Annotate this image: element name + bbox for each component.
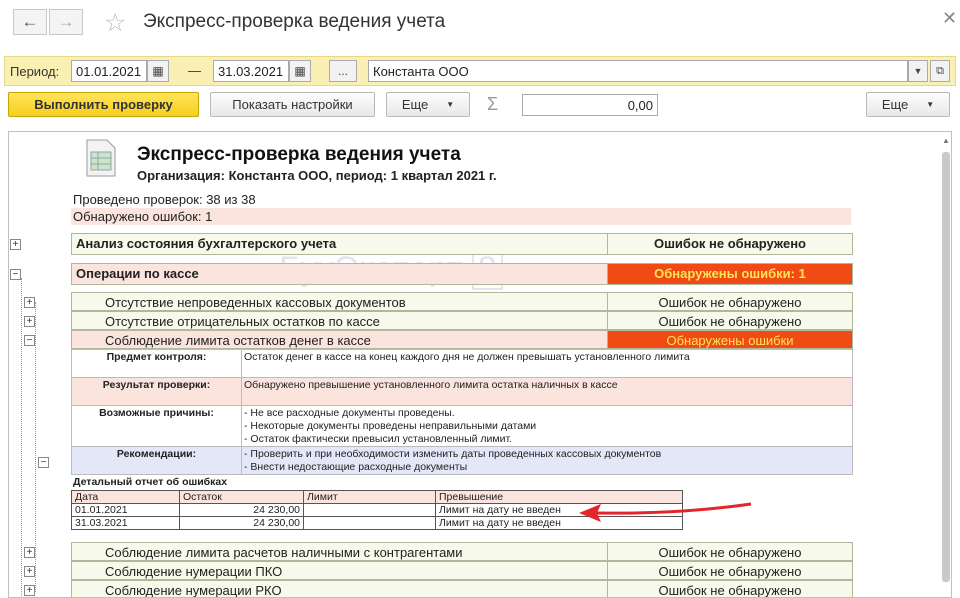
period-label: Период: — [10, 64, 60, 79]
check-status: Ошибок не обнаружено — [658, 295, 802, 310]
collapse-icon[interactable]: − — [24, 335, 35, 346]
calendar-icon[interactable]: ▦ — [289, 60, 311, 82]
close-icon[interactable]: ✕ — [942, 8, 958, 28]
expand-icon[interactable]: + — [24, 547, 35, 558]
section-status: Ошибок не обнаружено — [653, 236, 806, 251]
period-bar — [4, 56, 956, 86]
check-row — [71, 292, 853, 311]
error-table-caption: Детальный отчет об ошибках — [73, 476, 228, 488]
report-title: Экспресс-проверка ведения учета — [137, 144, 461, 165]
expand-icon[interactable]: + — [24, 297, 35, 308]
check-row — [71, 580, 853, 598]
tree-line — [21, 278, 22, 596]
more-button[interactable] — [386, 92, 470, 117]
forward-arrow-icon[interactable]: → — [49, 9, 83, 35]
section-name: Операции по кассе — [72, 264, 608, 284]
expand-icon[interactable]: + — [24, 566, 35, 577]
checks-count: Проведено проверок: 38 из 38 — [73, 192, 256, 207]
detail-recommendations: Рекомендации: - Проверить и при необходимости изменить даты проведенных кассовых документов - Внести недостающие расходные документы — [71, 446, 853, 475]
report-subtitle: Организация: Константа ООО, период: 1 квартал 2021 г. — [137, 168, 497, 183]
tree-line — [35, 302, 36, 592]
section-name: Анализ состояния бухгалтерского учета — [72, 234, 608, 254]
check-name: Соблюдение лимита остатков денег в кассе — [72, 331, 608, 348]
date-from-field[interactable]: 01.01.2021 — [71, 60, 147, 82]
check-row — [71, 311, 853, 330]
chevron-down-icon: ▼ — [446, 100, 455, 109]
expand-icon[interactable]: + — [24, 316, 35, 327]
check-row — [71, 561, 853, 580]
more-button-right[interactable] — [866, 92, 950, 117]
more-label: Еще — [401, 97, 429, 112]
sigma-icon[interactable]: Σ — [487, 94, 499, 114]
table-row: 01.01.2021 24 230,00 Лимит на дату не введен — [72, 504, 683, 517]
check-name: Соблюдение нумерации ПКО — [72, 562, 608, 579]
scroll-up-icon[interactable]: ▲ — [942, 136, 950, 145]
scrollbar-thumb[interactable] — [942, 152, 950, 582]
run-check-button[interactable]: Выполнить проверку — [8, 92, 199, 117]
window-title: Экспресс-проверка ведения учета — [143, 11, 446, 32]
check-name: Соблюдение нумерации РКО — [72, 581, 608, 598]
check-row — [71, 330, 853, 349]
period-select-button[interactable]: ... — [329, 60, 357, 82]
toolbar — [0, 92, 960, 122]
check-name: Отсутствие непроведенных кассовых документов — [72, 293, 608, 310]
col-header: Лимит — [304, 491, 436, 504]
expand-icon[interactable]: + — [10, 239, 21, 250]
check-status: Ошибок не обнаружено — [658, 583, 802, 598]
col-header: Остаток — [180, 491, 304, 504]
check-status: Ошибок не обнаружено — [658, 314, 802, 329]
collapse-icon[interactable]: − — [10, 269, 21, 280]
dropdown-icon[interactable]: ▼ — [908, 60, 928, 82]
col-header: Дата — [72, 491, 180, 504]
errors-count: Обнаружено ошибок: 1 — [71, 208, 851, 225]
check-name: Соблюдение лимита расчетов наличными с контрагентами — [72, 543, 608, 560]
organization-field[interactable]: Константа ООО — [368, 60, 908, 82]
report-area[interactable] — [8, 131, 952, 598]
check-name: Отсутствие отрицательных остатков по кассе — [72, 312, 608, 329]
show-settings-button[interactable]: Показать настройки — [210, 92, 375, 117]
section-error-status: Обнаружены ошибки: 1 — [608, 264, 852, 284]
col-header: Превышение — [436, 491, 683, 504]
favorite-star-icon[interactable]: ☆ — [104, 9, 127, 37]
chevron-down-icon: ▼ — [926, 100, 935, 109]
detail-subject: Предмет контроля: Остаток денег в кассе на конец каждого дня не должен превышать установленного лимита — [71, 349, 853, 378]
sum-field: 0,00 — [522, 94, 658, 116]
table-row: 31.03.2021 24 230,00 Лимит на дату не введен — [72, 517, 683, 530]
collapse-icon[interactable]: − — [38, 457, 49, 468]
open-icon[interactable]: ⧉ — [930, 60, 950, 82]
check-row — [71, 542, 853, 561]
date-to-field[interactable]: 31.03.2021 — [213, 60, 289, 82]
more-label: Еще — [881, 97, 909, 112]
check-status: Ошибок не обнаружено — [658, 564, 802, 579]
section-row — [71, 263, 853, 285]
back-arrow-icon[interactable]: ← — [13, 9, 47, 35]
check-error-status: Обнаружены ошибки — [608, 331, 852, 348]
check-status: Ошибок не обнаружено — [658, 545, 802, 560]
section-row — [71, 233, 853, 255]
title-bar — [0, 0, 960, 46]
report-document-icon — [85, 138, 117, 178]
expand-icon[interactable]: + — [24, 585, 35, 596]
detail-result: Результат проверки: Обнаружено превышение установленного лимита остатка наличных в кассе — [71, 377, 853, 406]
calendar-icon[interactable]: ▦ — [147, 60, 169, 82]
annotation-arrow — [569, 494, 759, 524]
period-dash: — — [188, 63, 201, 78]
detail-reasons: Возможные причины: - Не все расходные документы проведены. - Некоторые документы проведены неправильными датами - Остаток фактически превысил установленный лимит. — [71, 405, 853, 447]
